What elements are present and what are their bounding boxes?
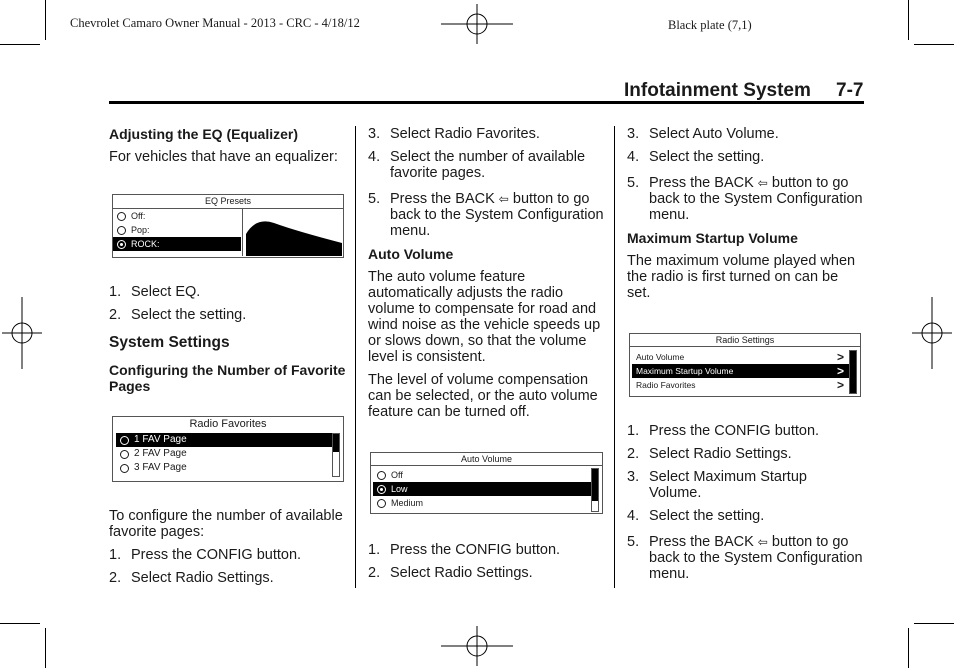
crop-mark bbox=[0, 44, 40, 45]
crop-mark bbox=[908, 628, 909, 668]
radio-icon bbox=[117, 212, 126, 221]
registration-target-icon bbox=[2, 297, 42, 369]
heading-max-startup-volume: Maximum Startup Volume bbox=[627, 230, 798, 246]
list-item: 4. Select the setting. bbox=[627, 149, 765, 165]
radio-icon bbox=[377, 471, 386, 480]
eq-curve-icon bbox=[246, 209, 342, 256]
chevron-right-icon: > bbox=[836, 378, 844, 392]
settings-option-selected[interactable]: Maximum Startup Volume > bbox=[632, 364, 850, 378]
eq-presets-screen bbox=[112, 194, 344, 258]
registration-target-icon bbox=[441, 4, 513, 44]
radio-icon bbox=[117, 226, 126, 235]
screen-title: Auto Volume bbox=[371, 453, 602, 466]
crop-mark bbox=[914, 623, 954, 624]
list-item: 5. Press the BACK ⇦ button to go back to the System Configuration menu. bbox=[627, 175, 863, 223]
heading-eq: Adjusting the EQ (Equalizer) bbox=[109, 126, 299, 142]
radio-selected-icon bbox=[377, 485, 386, 494]
eq-option[interactable]: Pop: bbox=[113, 223, 241, 237]
column-2-bottom bbox=[368, 542, 608, 588]
list-item: 2. Select Radio Settings. bbox=[109, 570, 274, 586]
scrollbar[interactable] bbox=[332, 433, 340, 477]
heading-system-settings: System Settings bbox=[109, 334, 230, 351]
crop-mark bbox=[45, 628, 46, 668]
column-3-bottom bbox=[627, 423, 863, 589]
radio-settings-screen bbox=[629, 333, 861, 397]
fav-option[interactable]: 2 FAV Page bbox=[116, 447, 332, 461]
list-item: 5. Press the BACK ⇦ button to go back to the System Configuration menu. bbox=[368, 191, 604, 239]
screen-title: Radio Favorites bbox=[189, 418, 267, 430]
eq-intro: For vehicles that have an equalizer: bbox=[109, 149, 338, 165]
crop-mark bbox=[45, 0, 46, 40]
radio-icon bbox=[120, 436, 129, 445]
eq-option[interactable]: Off: bbox=[113, 209, 241, 223]
crop-mark bbox=[914, 44, 954, 45]
plate-label: Black plate (7,1) bbox=[668, 18, 752, 32]
column-divider bbox=[614, 126, 615, 588]
column-1 bbox=[109, 126, 349, 172]
eq-option-selected[interactable]: ROCK: bbox=[113, 237, 241, 251]
max-volume-para: The maximum volume played when the radio is first turned on can be set. bbox=[627, 253, 856, 301]
list-item: 2. Select Radio Settings. bbox=[368, 565, 533, 581]
chevron-right-icon: > bbox=[836, 350, 844, 364]
list-item: 4. Select the setting. bbox=[627, 508, 765, 524]
column-1-bottom bbox=[109, 508, 349, 593]
screen-title: Radio Settings bbox=[630, 334, 860, 347]
auto-volume-screen bbox=[370, 452, 603, 514]
registration-target-icon bbox=[441, 626, 513, 666]
auto-option-selected[interactable]: Low bbox=[373, 482, 591, 496]
radio-selected-icon bbox=[117, 240, 126, 249]
radio-favorites-screen bbox=[112, 416, 344, 482]
settings-option[interactable]: Auto Volume > bbox=[636, 350, 844, 364]
back-arrow-icon: ⇦ bbox=[757, 176, 768, 190]
registration-target-icon bbox=[912, 297, 952, 369]
list-item: 2. Select the setting. bbox=[109, 307, 247, 323]
heading-favorite-pages: Configuring the Number of Favorite Pages bbox=[109, 362, 346, 394]
heading-auto-volume: Auto Volume bbox=[368, 246, 454, 262]
auto-volume-para-1: The auto volume feature automatically adjusts the radio volume to compensate for road and wind noise as the vehicle speeds up or slows down, so that the volume level is consistent. bbox=[368, 269, 601, 365]
document-title: Chevrolet Camaro Owner Manual - 2013 - CRC - 4/18/12 bbox=[70, 16, 360, 30]
radio-icon bbox=[120, 450, 129, 459]
scrollbar[interactable] bbox=[849, 350, 857, 394]
header-rule bbox=[109, 101, 864, 104]
screen-title: EQ Presets bbox=[113, 195, 343, 209]
auto-option[interactable]: Off bbox=[373, 468, 591, 482]
auto-volume-para-2: The level of volume compensation can be selected, or the auto volume feature can be turned off. bbox=[368, 372, 598, 420]
list-item: 1. Press the CONFIG button. bbox=[627, 423, 820, 439]
back-arrow-icon: ⇦ bbox=[757, 535, 768, 549]
list-item: 1. Press the CONFIG button. bbox=[109, 547, 302, 563]
list-item: 3. Select Auto Volume. bbox=[627, 126, 779, 142]
list-item: 1. Select EQ. bbox=[109, 284, 201, 300]
list-item: 4. Select the number of available favorite pages. bbox=[368, 149, 586, 181]
fav-option-selected[interactable]: 1 FAV Page bbox=[116, 433, 332, 447]
radio-icon bbox=[377, 499, 386, 508]
list-item: 3. Select Radio Favorites. bbox=[368, 126, 540, 142]
section-title: Infotainment System bbox=[624, 80, 811, 101]
radio-icon bbox=[120, 464, 129, 473]
crop-mark bbox=[0, 623, 40, 624]
list-item: 3. Select Maximum Startup Volume. bbox=[627, 469, 807, 501]
crop-mark bbox=[908, 0, 909, 40]
column-3 bbox=[627, 126, 863, 308]
settings-option[interactable]: Radio Favorites > bbox=[636, 378, 844, 392]
column-2 bbox=[368, 126, 608, 427]
back-arrow-icon: ⇦ bbox=[498, 192, 509, 206]
column-1-lower bbox=[109, 284, 349, 401]
chevron-right-icon: > bbox=[836, 364, 844, 378]
list-item: 1. Press the CONFIG button. bbox=[368, 542, 561, 558]
scrollbar[interactable] bbox=[591, 468, 599, 512]
list-item: 2. Select Radio Settings. bbox=[627, 446, 792, 462]
fav-option[interactable]: 3 FAV Page bbox=[116, 461, 332, 475]
page-number: 7-7 bbox=[836, 80, 864, 101]
auto-option[interactable]: Medium bbox=[373, 496, 591, 510]
fav-intro: To configure the number of available favorite pages: bbox=[109, 508, 343, 540]
list-item: 5. Press the BACK ⇦ button to go back to the System Configuration menu. bbox=[627, 534, 863, 582]
column-divider bbox=[355, 126, 356, 588]
